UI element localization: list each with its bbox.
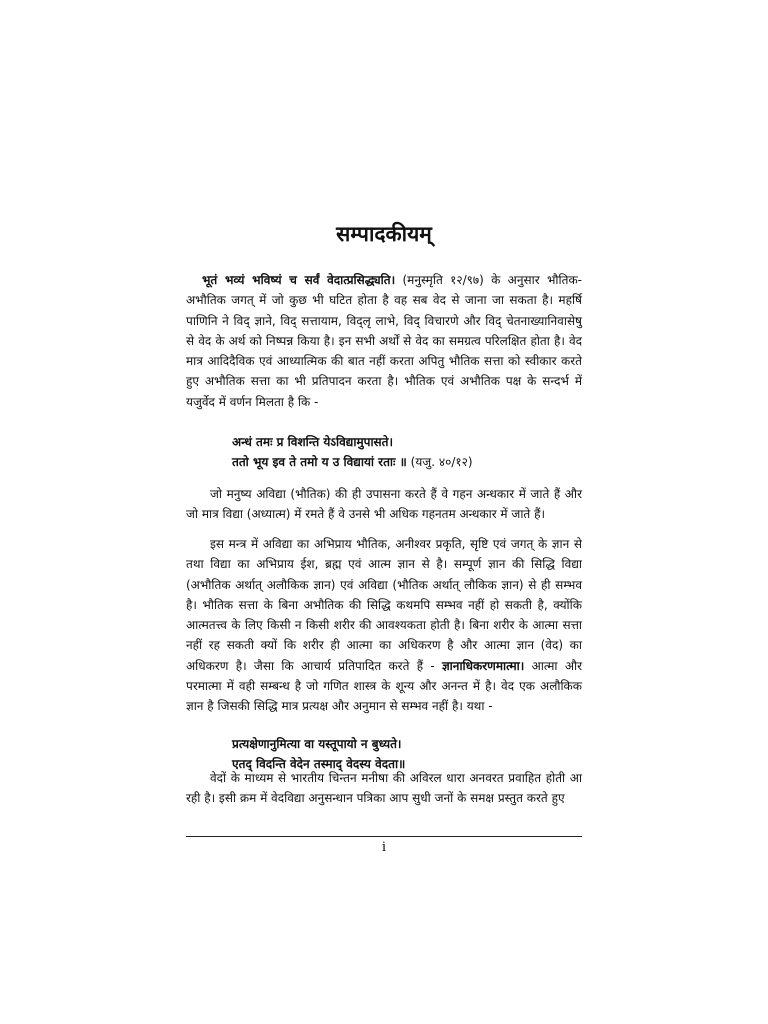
page-number: i	[381, 840, 387, 855]
verse-1-line-1: अन्धं तमः प्र विशन्ति येऽविद्यामुपासते।	[232, 435, 394, 449]
footer-rule	[186, 836, 582, 837]
paragraph-3-bold: ज्ञानाधिकरणमात्मा।	[441, 658, 525, 673]
paragraph-3-text-2: आत्मा और परमात्मा में वही सम्बन्ध है जो गणित शास्त्र के शून्य और अनन्त में है। वेद एक अलौकिक ज्ञान है जिसकी सिद्धि मात्र प्रत्यक्ष और अनुमान से सम्भव नहीं है। यथा -	[186, 658, 583, 714]
verse-2-line-2: एतद् विदन्ति वेदेन तस्माद् वेदस्य वेदता॥	[232, 757, 406, 771]
page-title: सम्पादकीयम्	[336, 222, 432, 246]
paragraph-3-text-1: इस मन्त्र में अविद्या का अभिप्राय भौतिक, अनीश्वर प्रकृति, सृष्टि एवं जगत् के ज्ञान से तथा विद्या का अभिप्राय ईश, ब्रह्म एवं आत्म ज्ञान से है। सम्पूर्ण ज्ञान की सिद्धि विद्या (अभौतिक अर्थात् अलौकिक ज्ञान) एवं अविद्या (भौतिक अर्थात् लौकिक ज्ञान) से ही सम्भव है। भौतिक सत्ता के बिना अभौतिक की सिद्धि कथमपि सम्भव नहीं हो सकती है, क्योंकि आत्मतत्त्व के लिए किसी न किसी शरीर की आवश्यकता होती है। बिना शरीर के आत्मा सत्ता नहीं रह सकती क्यों कि शरीर ही आत्मा का अधिकरण है और आत्मा ज्ञान (वेद) का अधिकरण है। जैसा कि आचार्य प्रतिपादित करते हैं -	[186, 537, 582, 673]
verse-yajurveda	[232, 432, 552, 472]
paragraph-2: जो मनुष्य अविद्या (भौतिक) की ही उपासना करते हैं वे गहन अन्धकार में जाते हैं और जो मात्र विद्या (अध्यात्म) में रमते हैं वे उनसे भी अधिक गहनतम अन्धकार में जाते हैं।	[186, 487, 582, 522]
paragraph-1	[186, 270, 582, 412]
paragraph-3	[186, 534, 582, 717]
verse-1-line-2-wrap	[232, 452, 552, 472]
paragraph-1-text: (मनुस्मृति १२/९७) के अनुसार भौतिक-अभौतिक जगत् में जो कुछ भी घटित होता है वह सब वेद से जाना जा सकता है। महर्षि पाणिनि ने विद् ज्ञाने, विद् सत्तायाम, विद्लृ लाभे, विद् विचारणे और विद् चेतनाख्यानिवासेषु से वेद के अर्थ को निष्पन्न किया है। इन सभी अर्थों से वेद का समग्रत्व परिलक्षित होता है। वेद मात्र आदिदैविक एवं आध्यात्मिक की बात नहीं करता अपितु भौतिक सत्ता को स्वीकार करते हुए अभौतिक सत्ता का भी प्रतिपादन करता है। भौतिक एवं अभौतिक पक्ष के सन्दर्भ में यजुर्वेद में वर्णन मिलता है कि -	[186, 273, 582, 409]
verse-1-citation: (यजु. ४०/१२)	[406, 455, 473, 469]
manusmriti-quote: भूतं भव्यं भविष्यं च सर्वं वेदात्प्रसिद्ध्यति।	[202, 273, 396, 287]
verse-2-line-1: प्रत्यक्षेणानुमित्या वा यस्तूपायो न बुध्यते।	[232, 737, 402, 751]
verse-1-line-2: ततो भूय इव ते तमो य उ विद्यायां रताः ॥	[232, 455, 407, 469]
paragraph-4: वेदों के माध्यम से भारतीय चिन्तन मनीषा की अविरल धारा अनवरत प्रवाहित होती आ रही है। इसी क्रम में वेदविद्या अनुसन्धान पत्रिका आप सुधी जनों के समक्ष प्रस्तुत करते हुए	[186, 771, 582, 806]
